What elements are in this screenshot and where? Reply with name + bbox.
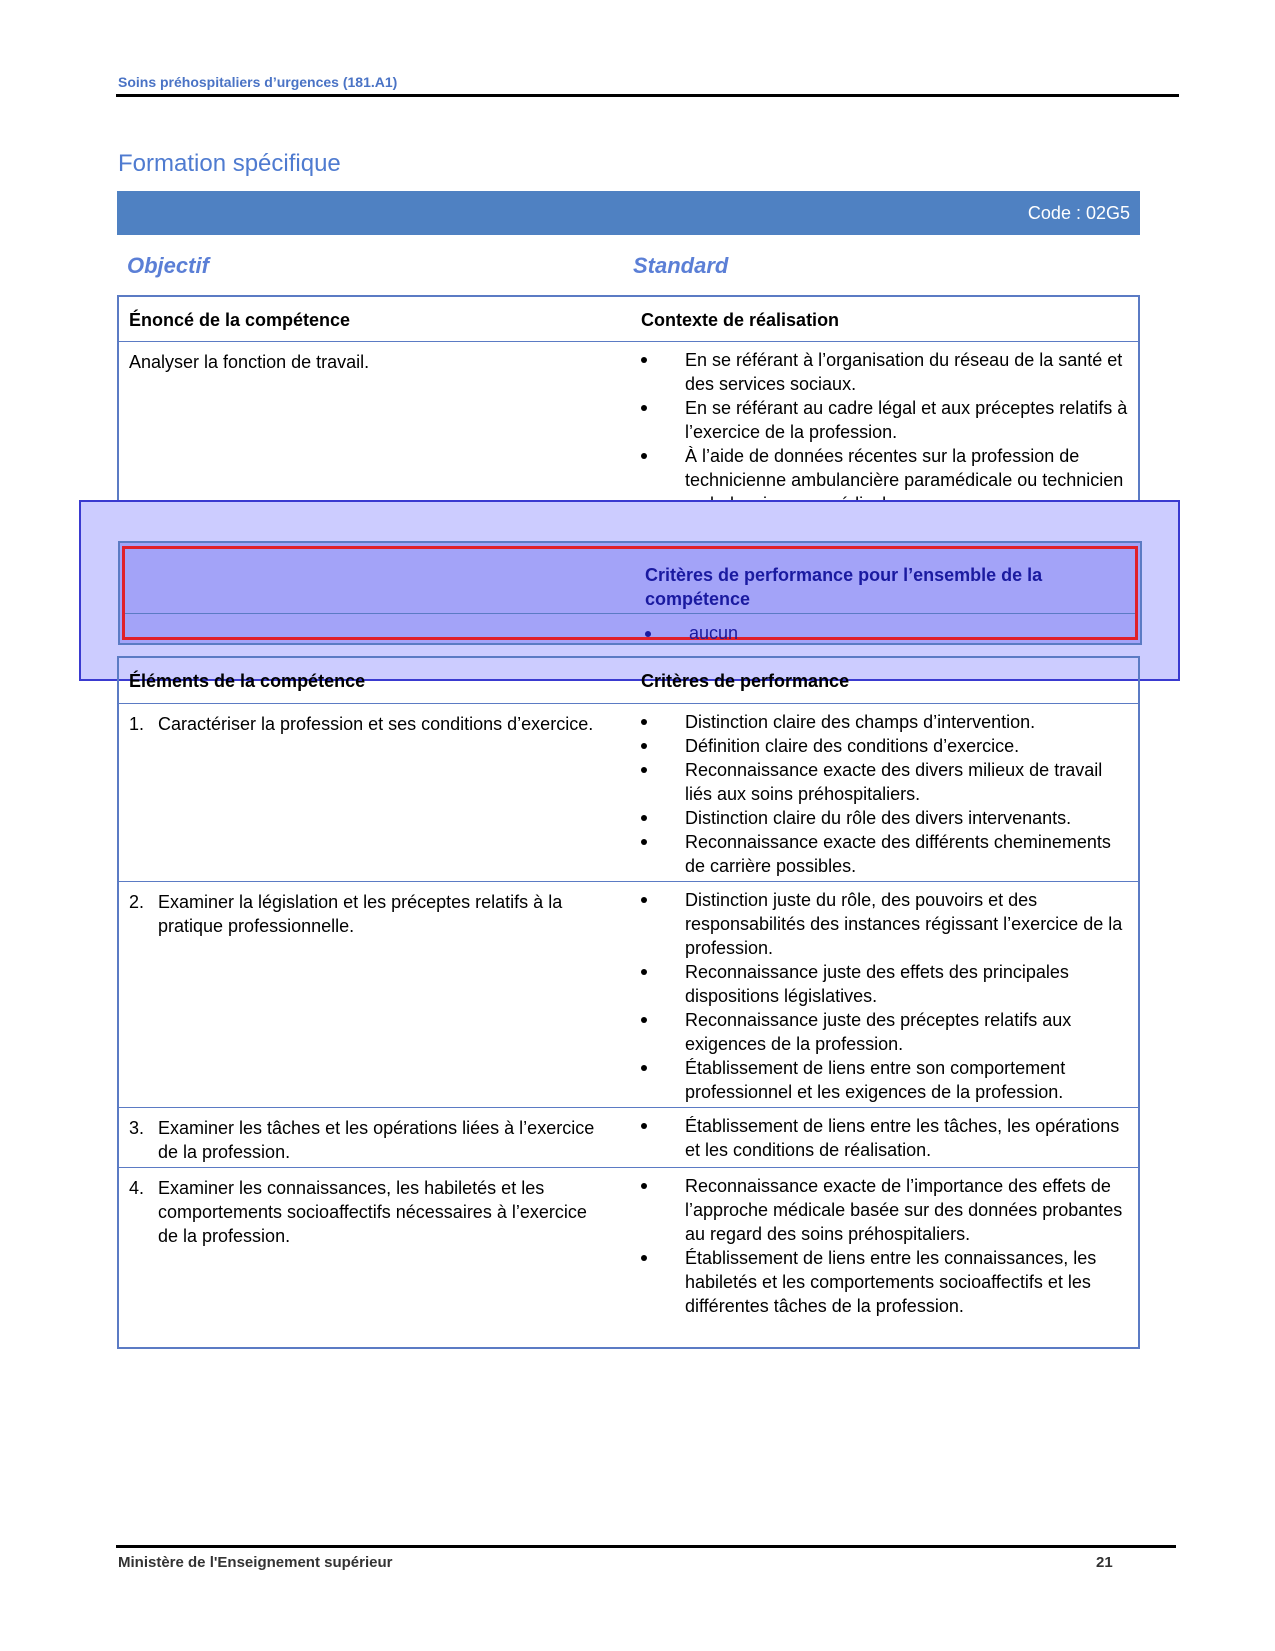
overall-performance-table xyxy=(118,541,1142,645)
running-header: Soins préhospitaliers d’urgences (181.A1) xyxy=(118,74,398,90)
bullet-icon xyxy=(641,1065,647,1071)
list-item: Reconnaissance juste des effets des principales dispositions législatives. xyxy=(641,960,1133,1008)
criteria-head: Critères de performance xyxy=(641,671,850,691)
footer-rule xyxy=(116,1545,1176,1548)
bullet-icon xyxy=(641,719,647,725)
overall-performance-title: Critères de performance pour l’ensemble de la compétence xyxy=(645,565,1043,609)
element-2: 2. Examiner la législation et les préceptes relatifs à la pratique professionnelle. xyxy=(129,892,563,936)
bullet-icon xyxy=(641,839,647,845)
code-band xyxy=(117,191,1140,235)
criteria-list xyxy=(641,888,1133,1104)
list-item: Distinction juste du rôle, des pouvoirs et des responsabilités des instances régissant l’exercice de la profession. xyxy=(641,888,1133,960)
page-number: 21 xyxy=(1096,1554,1113,1571)
bullet-icon xyxy=(641,815,647,821)
footer-ministry: Ministère de l'Enseignement supérieur xyxy=(118,1554,393,1571)
header-rule xyxy=(116,94,1179,97)
table-row xyxy=(119,882,1138,1108)
code-label: Code : 02G5 xyxy=(1027,203,1130,223)
overall-performance-frame xyxy=(122,546,1138,643)
list-item: Reconnaissance juste des préceptes relatifs aux exigences de la profession. xyxy=(641,1008,1133,1056)
section-title: Formation spécifique xyxy=(118,150,341,177)
elements-table xyxy=(117,656,1140,1349)
list-item: Établissement de liens entre les connaissances, les habiletés et les comportements socioaffectifs et les différentes tâches de la profession. xyxy=(641,1246,1133,1318)
overall-performance-highlight xyxy=(79,500,1180,681)
standard-heading: Standard xyxy=(633,253,729,278)
bullet-icon xyxy=(641,1123,647,1129)
context-head: Contexte de réalisation xyxy=(641,310,840,330)
context-list xyxy=(641,348,1133,516)
competence-statement-head: Énoncé de la compétence xyxy=(129,310,351,330)
list-item: À l’aide de données récentes sur la profession de technicienne ambulancière paramédicale ou technicien xyxy=(641,444,1133,516)
list-item: Reconnaissance exacte des divers milieux de travail liés aux soins préhospitaliers. xyxy=(641,758,1133,806)
list-item: Reconnaissance exacte de l’importance des effets de l’approche médicale basée sur des données probantes au regard des soins préhospitaliers. xyxy=(641,1174,1133,1246)
competence-table-head xyxy=(119,297,1138,342)
bullet-icon xyxy=(641,897,647,903)
overall-performance-item: aucun xyxy=(645,623,738,644)
element-1: 1. Caractériser la profession et ses conditions d’exercice. xyxy=(129,714,594,734)
list-item: Établissement de liens entre son comportement professionnel et les exigences de la profession. xyxy=(641,1056,1133,1104)
bullet-icon xyxy=(641,453,647,459)
list-item: En se référant à l’organisation du réseau de la santé et des services sociaux. xyxy=(641,348,1133,396)
bullet-icon xyxy=(641,767,647,773)
list-item: Distinction claire des champs d’intervention. xyxy=(641,710,1133,734)
competence-row xyxy=(119,342,1138,517)
list-item: Établissement de liens entre les tâches, les opérations et les conditions de réalisation. xyxy=(641,1114,1133,1162)
bullet-icon xyxy=(641,1017,647,1023)
criteria-list xyxy=(641,1114,1133,1162)
bullet-icon xyxy=(641,743,647,749)
bullet-icon xyxy=(641,1183,647,1189)
competence-table xyxy=(117,295,1140,519)
bullet-icon xyxy=(641,357,647,363)
elements-head: Éléments de la compétence xyxy=(129,671,366,691)
element-3: 3. Examiner les tâches et les opérations liées à l’exercice de la profession. xyxy=(129,1118,595,1162)
objective-heading: Objectif xyxy=(127,253,209,278)
overall-performance-separator xyxy=(125,613,1135,614)
element-4: 4. Examiner les connaissances, les habiletés et les comportements socioaffectifs nécessaires à l’exercice de la profession. xyxy=(129,1178,587,1246)
elements-table-head xyxy=(119,658,1138,704)
list-item: Distinction claire du rôle des divers intervenants. xyxy=(641,806,1133,830)
table-row xyxy=(119,1168,1138,1345)
list-item: En se référant au cadre légal et aux préceptes relatifs à l’exercice de la profession. xyxy=(641,396,1133,444)
bullet-icon xyxy=(645,631,651,637)
table-row xyxy=(119,1108,1138,1168)
list-item: Reconnaissance exacte des différents cheminements de carrière possibles. xyxy=(641,830,1133,878)
list-item: Définition claire des conditions d’exercice. xyxy=(641,734,1133,758)
bullet-icon xyxy=(641,405,647,411)
competence-statement: Analyser la fonction de travail. xyxy=(129,352,370,372)
criteria-list xyxy=(641,710,1133,878)
criteria-list xyxy=(641,1174,1133,1318)
bullet-icon xyxy=(641,1255,647,1261)
table-row xyxy=(119,704,1138,882)
bullet-icon xyxy=(641,969,647,975)
